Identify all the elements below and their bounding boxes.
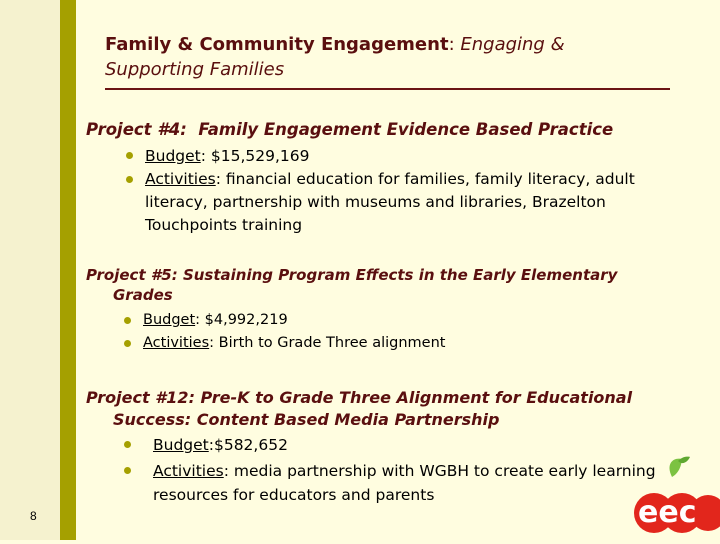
title-divider	[105, 88, 670, 90]
activities-label: Activities	[153, 462, 224, 480]
project-12-name: : Pre-K to Grade Three Alignment for Educational Success: Content Based Media Partnership	[113, 388, 633, 429]
project-12-activities	[124, 459, 664, 507]
project-4-activities	[126, 168, 686, 237]
budget-value: : $15,529,169	[200, 147, 310, 165]
budget-value: : $4,992,219	[195, 312, 288, 328]
project-4-number: Project #4:	[86, 120, 187, 139]
project-5-budget-text	[143, 310, 288, 330]
bullet-dot	[124, 317, 131, 324]
title-bold: Family & Community Engagement	[105, 34, 449, 55]
title-colon: :	[448, 34, 461, 55]
activities-label: Activities	[145, 170, 216, 188]
bullet-dot	[124, 441, 131, 448]
slide-title	[105, 32, 665, 82]
project-4-budget-text	[145, 145, 310, 167]
activities-label: Activities	[143, 335, 210, 351]
project-12-number: Project #12	[86, 388, 189, 407]
project-4-heading	[86, 120, 686, 140]
budget-label: Budget	[145, 147, 201, 165]
project-5-number: Project #5	[86, 266, 172, 284]
title-italic: Engaging & Supporting Families	[105, 34, 565, 80]
bullet-dot	[124, 340, 131, 347]
project-12-heading	[86, 387, 713, 431]
project-4-name: Family Engagement Evidence Based Practice	[198, 120, 614, 139]
apple-leaf-icon	[632, 455, 720, 540]
project-5-activities-text	[143, 333, 445, 353]
project-12-activities-text	[153, 459, 664, 507]
bullet-dot	[126, 152, 133, 159]
logo-text: eec	[638, 495, 697, 530]
bullet-dot	[126, 176, 133, 183]
project-5-name: : Sustaining Program Effects in the Early Elementary Grades	[113, 266, 618, 304]
project-4-activities-text	[145, 168, 686, 237]
project-5-activities	[124, 333, 664, 353]
bullet-dot	[124, 467, 131, 474]
budget-value: :$582,652	[208, 436, 288, 454]
eec-logo	[632, 455, 720, 540]
project-12-budget-text	[153, 434, 288, 456]
page-number: 8	[30, 509, 37, 523]
activities-value: : media partnership with WGBH to create early learning resources for educators and parents	[153, 462, 656, 504]
activities-value: : financial education for families, family literacy, adult literacy, partnership with museums and libraries, Brazelton Touchpoints training	[145, 170, 635, 234]
budget-label: Budget	[143, 312, 196, 328]
project-12-budget	[124, 434, 684, 456]
project-5-heading	[86, 265, 618, 305]
project-5-budget	[124, 310, 664, 330]
project-4-budget	[126, 145, 686, 167]
budget-label: Budget	[153, 436, 209, 454]
activities-value: : Birth to Grade Three alignment	[209, 335, 446, 351]
